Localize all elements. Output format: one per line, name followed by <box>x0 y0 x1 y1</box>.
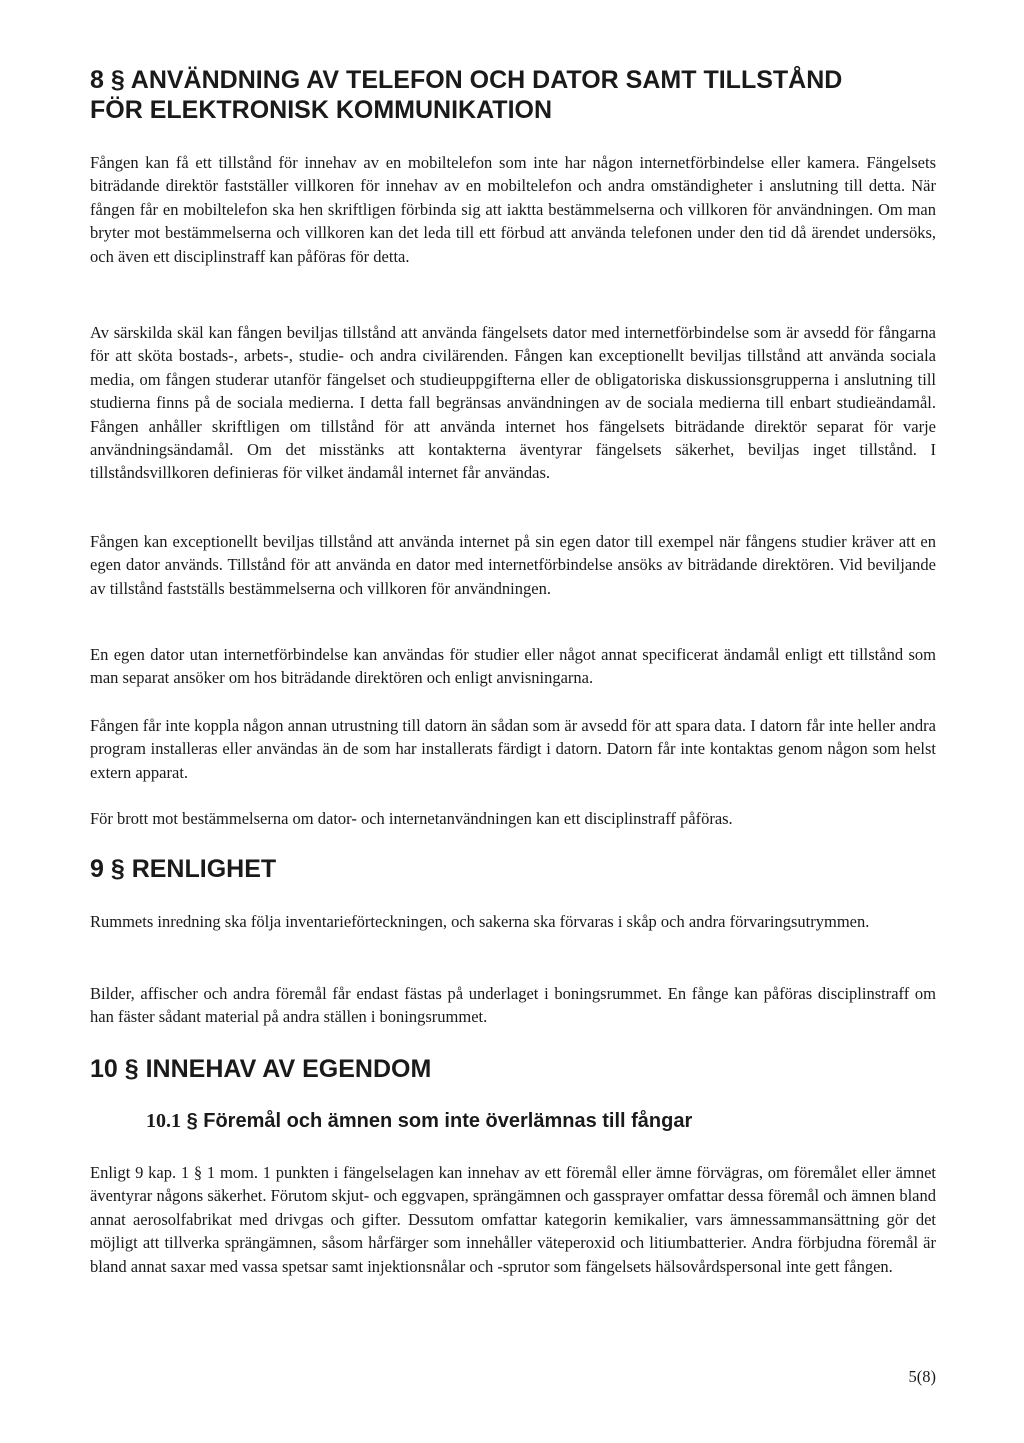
section-9-heading: 9 § RENLIGHET <box>90 855 277 883</box>
section-8-paragraph-3: Fången kan exceptionellt beviljas tillstånd att använda internet på sin egen dator till exempel när fångens studier kräver att en egen dator används. Tillstånd för att använda en dator med internetförbindelse ansöks av biträdande direktören. Vid beviljande av tillstånd fastställs bestämmelserna och villkoren för användningen. <box>90 532 936 598</box>
section-10-1-number: 10.1 <box>146 1110 181 1132</box>
section-10-1-heading <box>146 1108 692 1134</box>
section-8-heading-line-2: FÖR ELEKTRONISK KOMMUNIKATION <box>90 96 553 124</box>
section-8-paragraph-2: Av särskilda skäl kan fången beviljas tillstånd att använda fängelsets dator med internetförbindelse som är avsedd för fångarna för att sköta bostads-, arbets-, studie- och andra civilärenden. Fången kan exceptionellt beviljas tillstånd att använda sociala media, om fången studerar utanför fängelset och studieuppgifterna eller de obligatoriska diskussionsgrupperna i anslutning till studierna finns på de sociala medierna. I detta fall begränsas användningen av de sociala medierna till enbart studieändamål. Fången anhåller skriftligen om tillstånd för att använda internet hos fängelsets biträdande direktör separat för varje användningsändamål. Om det misstänks att kontakterna äventyrar fängelsets säkerhet, beviljas inget tillstånd. I tillståndsvillkoren definieras för vilket ändamål internet får användas. <box>90 323 936 483</box>
section-10-1-title: § Föremål och ämnen som inte överlämnas till fångar <box>186 1110 693 1132</box>
section-8-paragraph-1: Fången kan få ett tillstånd för innehav av en mobiltelefon som inte har någon internetförbindelse eller kamera. Fängelsets biträdande direktör fastställer villkoren för innehav av en mobiltelefon och andra omständigheter i anslutning till detta. När fången får en mobiltelefon ska hen skriftligen förbinda sig att iaktta bestämmelserna och villkoren för användningen. Om man bryter mot bestämmelserna och villkoren kan det leda till ett förbud att använda telefonen under den tid då ärendet undersöks, och även ett disciplinstraff kan påföras för detta. <box>90 153 936 266</box>
section-8-heading-line-1: 8 § ANVÄNDNING AV TELEFON OCH DATOR SAMT TILLSTÅND <box>90 66 843 94</box>
section-10-heading: 10 § INNEHAV AV EGENDOM <box>90 1055 432 1083</box>
section-9-paragraph-2: Bilder, affischer och andra föremål får endast fästas på underlaget i boningsrummet. En fånge kan påföras disciplinstraff om han fäster sådant material på andra ställen i boningsrummet. <box>90 984 936 1027</box>
page-number: 5(8) <box>908 1367 936 1386</box>
section-8-paragraph-5: Fången får inte koppla någon annan utrustning till datorn än sådan som är avsedd för att spara data. I datorn får inte heller andra program installeras eller användas än de som har installerats färdigt i datorn. Datorn får inte kontaktas genom någon som helst extern apparat. <box>90 716 936 782</box>
section-8-paragraph-4: En egen dator utan internetförbindelse kan användas för studier eller något annat specificerat ändamål enligt ett tillstånd som man separat ansöker om hos biträdande direktören och enligt anvisningarna. <box>90 645 936 688</box>
section-9-paragraph-1: Rummets inredning ska följa inventarieförteckningen, och sakerna ska förvaras i skåp och andra förvaringsutrymmen. <box>90 912 870 931</box>
section-8-paragraph-6: För brott mot bestämmelserna om dator- och internetanvändningen kan ett disciplinstraff påföras. <box>90 809 733 828</box>
section-10-paragraph-1: Enligt 9 kap. 1 § 1 mom. 1 punkten i fängelselagen kan innehav av ett föremål eller ämne förvägras, om föremålet eller ämnet äventyrar någons säkerhet. Förutom skjut- och eggvapen, sprängämnen och gassprayer omfattar dessa föremål och ämnen bland annat aerosolfabrikat med drivgas och gifter. Dessutom omfattar kategorin kemikalier, vars ämnessammansättning gör det möjligt att tillverka sprängämnen, såsom hårfärger som innehåller väteperoxid och litiumbatterier. Andra förbjudna föremål är bland annat saxar med vassa spetsar samt injektionsnålar och -sprutor som fängelsets hälsovårdspersonal inte gett fången. <box>90 1163 936 1276</box>
